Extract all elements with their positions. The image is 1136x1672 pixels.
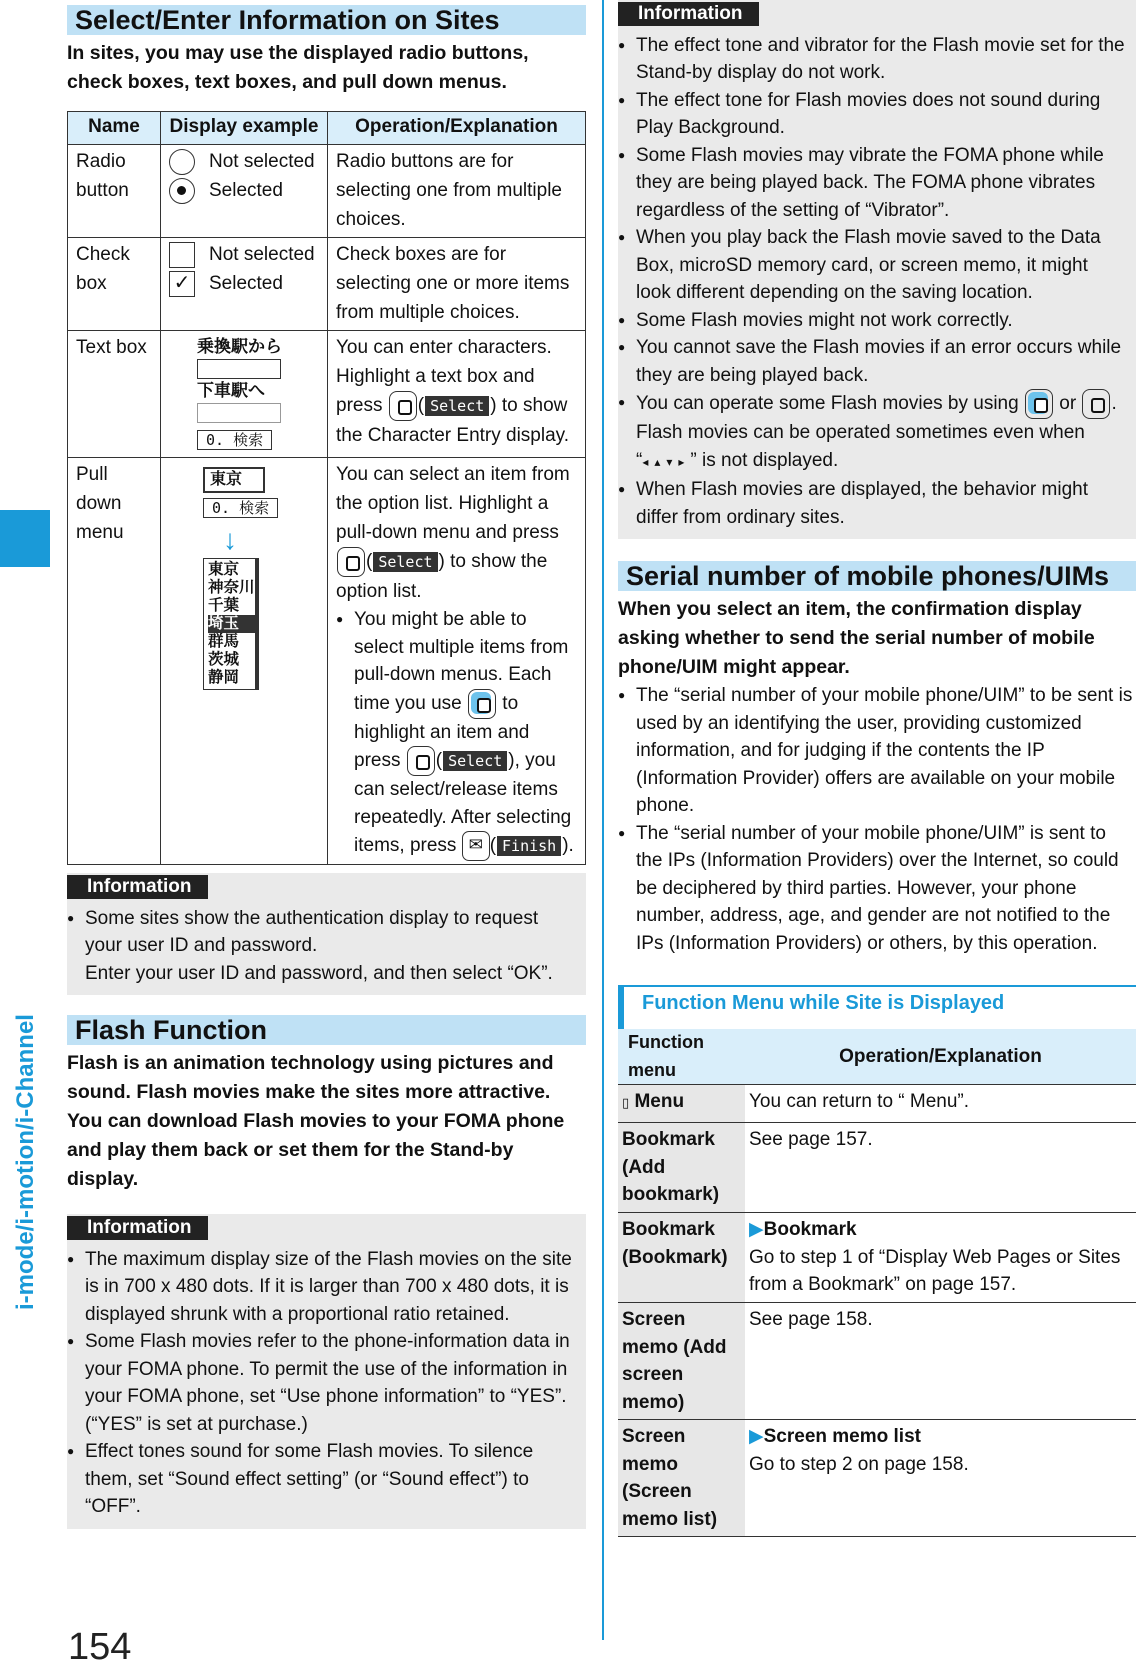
textbox-exp-a: You can enter characters. Highlight a text box and press [336,337,552,417]
fm-menu-cell: Screen memo (Add screen memo) [618,1303,745,1420]
nav-key-icon [1025,389,1053,419]
pulldown-option: 千葉 [208,597,240,614]
right-column [618,0,1136,1537]
info-item: ● When you play back the Flash movie saved to the Data Box, microSD memory card, or screen memo, it might look different depending on the saving location. [618,224,1128,307]
pulldown-option-highlighted: 埼玉 [208,615,255,633]
table-row-pulldown [68,458,586,865]
info-box-flash [67,1214,586,1529]
serial-bullet: ● The “serial number of your mobile phone/UIM” to be sent is used by an identifying the user, providing customized information, and for judging if the contents the IP (Information Provider) offers are available on your mobile phone. [618,682,1136,820]
info-item: ● Some Flash movies refer to the phone-information data in your FOMA phone. To permit the use of the information in your FOMA phone, set “Use phone information” to “YES”. (“YES” is set at purchase.) [67,1328,578,1438]
operate-text-b: . Flash movies can be operated sometimes even when [636,393,1117,443]
textbox-search-button: 0. 検索 [197,430,272,450]
pulldown-option-list [203,558,259,690]
info-tag: Information [618,2,759,26]
info-continuation: Enter your user ID and password, and then select “OK”. [85,962,553,984]
table-row-check [68,238,586,331]
info-item: ● Effect tones sound for some Flash movies. To silence them, set “Sound effect setting” (or “Sound effect”) to “OFF”. [67,1438,578,1521]
fm-header-menu: Function menu [618,1029,745,1085]
radio-example [161,145,328,238]
triangle-right-icon: ▶ [749,1426,764,1447]
fm-text-cell: You can return to “ Menu”. [745,1085,1136,1123]
center-key-icon [407,746,435,776]
info-tag: Information [67,1216,208,1240]
pulldown-option: 茨城 [208,651,240,668]
fm-menu-cell: Bookmark (Add bookmark) [618,1123,745,1213]
input-types-table [67,111,586,865]
center-key-icon [389,391,417,421]
fm-row [618,1303,1136,1420]
side-chapter-label: i-mode/i-motion/i-Channel [12,1014,39,1310]
fm-row [618,1123,1136,1213]
info-item: ● Some Flash movies may vibrate the FOMA phone while they are being played back. The FOMA phone vibrates regardless of the setting of “Vibrator”. [618,142,1128,225]
info-item: ● The effect tone and vibrator for the Flash movie set for the Stand-by display do not work. [618,32,1128,87]
fm-row [618,1085,1136,1123]
function-menu-title: Function Menu while Site is Displayed [642,992,1005,1014]
select-softkey: Select [425,396,489,416]
col-header-name: Name [68,112,161,145]
pulldown-bullet-end: ). [562,835,574,857]
radio-selected-label: Selected [209,180,283,201]
function-menu-table [618,1029,1136,1537]
textbox-field-2 [197,403,281,423]
pulldown-exp-b: to show the option list. [336,551,548,602]
check-selected-label: Selected [209,273,283,294]
pulldown-exp-a: You can select an item from the option list. Highlight a pull-down menu and press [336,464,570,543]
section-title-select: Select/Enter Information on Sites [67,5,586,35]
section-title-serial: Serial number of mobile phones/UIMs [618,561,1136,591]
pulldown-bullet-a: You might be able to select multiple items from pull-down menus. Each time you use [354,609,569,714]
info-item: ● Some sites show the authentication display to request your user ID and password. [67,905,578,960]
textbox-explanation: You can enter characters. Highlight a text box and press ( Select ) to show the Character Entry display. [328,331,586,458]
serial-lead: When you select an item, the confirmation display asking whether to send the serial number of mobile phone/UIM might appear. [618,598,1095,678]
pulldown-option: 神奈川 [208,579,255,596]
col-header-operation: Operation/Explanation [328,112,586,145]
select-softkey: Select [443,751,507,771]
fm-text-cell [745,1420,1136,1537]
fm-menu-cell [618,1085,745,1123]
info-item: ● The maximum display size of the Flash movies on the site is in 700 x 480 dots. If it is larger than 700 x 480 dots, it is displayed shrunk with a proportional ratio retained. [67,1246,578,1329]
select-softkey: Select [373,552,437,572]
pulldown-name: Pull down menu [68,458,161,865]
radio-not-selected-label: Not selected [209,151,315,172]
fm-text: Go to step 1 of “Display Web Pages or Sites from a Bookmark” on page 157. [749,1246,1121,1295]
info-tag: Information [67,875,208,899]
direction-arrows-icon: ◂▴▾▸ [642,454,691,469]
left-column [67,5,586,1529]
textbox-name: Text box [68,331,161,458]
nav-key-icon [468,689,496,719]
fm-text-cell: See page 158. [745,1303,1136,1420]
page-number: 154 [68,1626,132,1668]
checkbox-on-icon: ✓ [169,271,195,297]
operate-text-c: is not displayed. [702,449,839,471]
arrow-down-icon: ↓ [223,524,237,555]
fm-row [618,1420,1136,1537]
fm-text-cell [745,1213,1136,1303]
table-row-textbox [68,331,586,458]
radio-off-icon [169,149,195,175]
fm-menu-cell: Bookmark (Bookmark) [618,1213,745,1303]
pulldown-option: 静岡 [208,669,240,686]
radio-on-icon [169,178,195,204]
fm-menu-label: Menu [634,1091,685,1112]
check-explanation: Check boxes are for selecting one or more items from multiple choices. [328,238,586,331]
operate-text-a: You can operate some Flash movies by using [636,393,1019,415]
column-divider [602,0,604,1640]
function-menu-heading [618,985,1136,1029]
textbox-field-1 [197,359,281,379]
pulldown-bullet-c: , you can select/release items repeatedly. After selecting items, press [354,750,572,857]
mail-key-icon: ✉ [462,831,490,861]
pulldown-bullet-b: to highlight an item and press [354,692,530,772]
info-item-operate: ● You can operate some Flash movies by using or . Flash movies can be operated sometimes even when “◂▴▾▸” is not displayed. [618,389,1128,476]
fm-header-explanation: Operation/Explanation [745,1029,1136,1085]
operate-or: or [1059,393,1077,415]
triangle-right-icon: ▶ [749,1219,764,1240]
center-key-icon [1082,389,1110,419]
pulldown-explanation: You can select an item from the option list. Highlight a pull-down menu and press ( Select ) to show the option list. ● You might be able to select multiple items from pull-down menus. Each time you use to highlight an item and press ( Select ), you can select/release items repeatedly. After selecting items, press ✉ ( Finish ). [328,458,586,865]
finish-softkey: Finish [497,836,561,856]
table-row-radio [68,145,586,238]
textbox-exp-b: to show the Character Entry display. [336,395,570,446]
i-mode-icon: ▯ [622,1095,630,1110]
fm-text-cell: See page 157. [745,1123,1136,1213]
info-item: ● You cannot save the Flash movies if an error occurs while they are being played back. [618,334,1128,389]
textbox-label-to: 下車駅へ [197,381,265,400]
fm-sub-label: Bookmark [763,1219,857,1240]
check-example [161,238,328,331]
side-tab-marker [0,510,50,567]
pulldown-example [161,458,328,865]
info-item: ● Some Flash movies might not work correctly. [618,307,1128,335]
textbox-example [161,331,328,458]
check-name: Check box [68,238,161,331]
serial-bullet: ● The “serial number of your mobile phone/UIM” is sent to the IPs (Information Providers) over the Internet, so could be deciphered by third parties. However, your phone number, address, age, and gender are not notified to the IPs (Information Providers) or others, by this operation. [618,820,1136,958]
radio-name: Radio button [68,145,161,238]
fm-row [618,1213,1136,1303]
pulldown-option: 群馬 [208,633,240,650]
col-header-display: Display example [161,112,328,145]
info-item: ● When Flash movies are displayed, the behavior might differ from ordinary sites. [618,476,1128,531]
section-title-flash: Flash Function [67,1015,586,1045]
center-key-icon [337,547,365,577]
fm-menu-cell: Screen memo (Screen memo list) [618,1420,745,1537]
fm-sub-label: Screen memo list [763,1426,921,1447]
info-box-auth [67,873,586,995]
select-lead: In sites, you may use the displayed radio buttons, check boxes, text boxes, and pull down menus. [67,42,529,93]
check-not-selected-label: Not selected [209,244,315,265]
info-box-flash-notes [618,0,1136,539]
fm-text: Go to step 2 on page 158. [749,1453,969,1475]
pulldown-bullet: ● You might be able to select multiple items from pull-down menus. Each time you use to highlight an item and press ( Select ), you can select/release items repeatedly. After selecting items, press ✉ ( Finish ). [336,606,578,861]
pulldown-search-button: 0. 検索 [203,498,278,518]
info-item: ● The effect tone for Flash movies does not sound during Play Background. [618,87,1128,142]
pulldown-option: 東京 [208,561,240,578]
flash-lead: Flash is an animation technology using pictures and sound. Flash movies make the sites more attractive. You can download Flash movies to your FOMA phone and play them back or set them for the Stand-by display. [67,1052,565,1190]
radio-explanation: Radio buttons are for selecting one from multiple choices. [328,145,586,238]
pulldown-selected-value: 東京 [203,467,265,493]
textbox-label-from: 乗換駅から [197,337,282,356]
checkbox-off-icon [169,242,195,268]
